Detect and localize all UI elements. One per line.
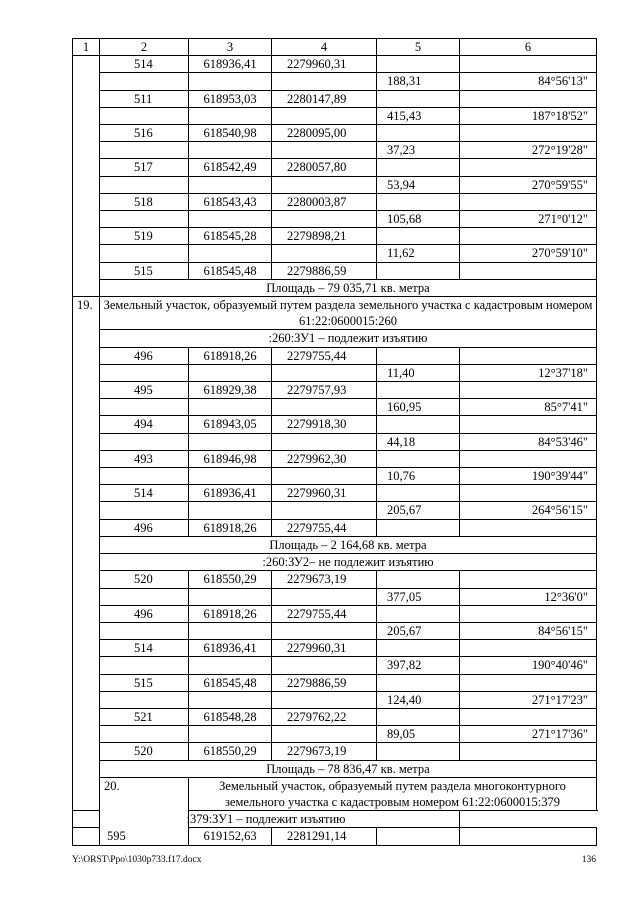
empty-cell bbox=[377, 56, 460, 73]
coordinates-table bbox=[72, 38, 597, 846]
header-cell: 2 bbox=[100, 39, 189, 56]
empty-cell bbox=[100, 107, 189, 124]
empty-cell bbox=[189, 73, 272, 90]
coordinate-x: 619152,63 bbox=[189, 828, 272, 845]
point-id: 520 bbox=[100, 743, 189, 760]
segment-row bbox=[73, 176, 597, 193]
empty-cell bbox=[377, 571, 460, 588]
segment-row bbox=[73, 142, 597, 159]
point-row bbox=[73, 743, 597, 760]
title-row bbox=[73, 330, 597, 347]
table-body bbox=[73, 39, 597, 846]
empty-cell bbox=[272, 399, 377, 416]
point-id: 496 bbox=[100, 605, 189, 622]
empty-cell bbox=[460, 262, 597, 279]
point-id: 595 bbox=[73, 828, 100, 845]
point-row bbox=[73, 485, 597, 502]
coordinate-x: 618936,41 bbox=[189, 640, 272, 657]
empty-cell bbox=[272, 73, 377, 90]
section-title: Земельный участок, образуемый путем раздела земельного участка с кадастровым номером 61:22:0600015:260 bbox=[100, 297, 597, 330]
empty-cell bbox=[377, 605, 460, 622]
point-row bbox=[73, 159, 597, 176]
coordinate-y: 2279960,31 bbox=[272, 56, 377, 73]
empty-cell bbox=[100, 245, 189, 262]
point-id: 520 bbox=[100, 571, 189, 588]
coordinate-x: 618545,28 bbox=[189, 228, 272, 245]
empty-cell bbox=[100, 691, 189, 708]
title-row bbox=[73, 554, 597, 571]
segment-row bbox=[73, 726, 597, 743]
point-row bbox=[73, 90, 597, 107]
section-title: Земельный участок, образуемый путем раздела многоконтурного земельного участка с кадастровым номером 61:22:0600015:379 bbox=[189, 777, 597, 810]
empty-cell bbox=[100, 73, 189, 90]
segment-row bbox=[73, 245, 597, 262]
empty-cell bbox=[272, 657, 377, 674]
empty-cell bbox=[460, 416, 597, 433]
segment-row bbox=[73, 364, 597, 381]
footer-page-number: 136 bbox=[581, 855, 596, 865]
empty-cell bbox=[460, 605, 597, 622]
direction-angle: 190°40'46" bbox=[460, 657, 597, 674]
title-row bbox=[73, 279, 597, 296]
empty-cell bbox=[377, 125, 460, 142]
empty-cell bbox=[189, 176, 272, 193]
segment-row bbox=[73, 588, 597, 605]
direction-angle: 270°59'55" bbox=[460, 176, 597, 193]
coordinate-x: 618550,29 bbox=[189, 571, 272, 588]
empty-cell bbox=[377, 159, 460, 176]
empty-cell bbox=[272, 364, 377, 381]
direction-angle: 84°56'13" bbox=[460, 73, 597, 90]
point-id: 518 bbox=[100, 193, 189, 210]
direction-angle: 264°56'15" bbox=[460, 502, 597, 519]
segment-length: 44,18 bbox=[377, 433, 460, 450]
empty-cell bbox=[100, 726, 189, 743]
coordinate-x: 618918,26 bbox=[189, 519, 272, 536]
empty-cell bbox=[189, 726, 272, 743]
segment-length: 53,94 bbox=[377, 176, 460, 193]
point-id: 511 bbox=[100, 90, 189, 107]
segment-length: 205,67 bbox=[377, 622, 460, 639]
section-title: Площадь – 2 164,68 кв. метра bbox=[100, 536, 597, 553]
header-cell: 5 bbox=[377, 39, 460, 56]
empty-cell bbox=[100, 176, 189, 193]
point-id: 496 bbox=[100, 347, 189, 364]
direction-angle: 190°39'44" bbox=[460, 468, 597, 485]
empty-cell bbox=[460, 125, 597, 142]
coordinate-x: 618918,26 bbox=[189, 347, 272, 364]
empty-cell bbox=[460, 640, 597, 657]
point-row bbox=[73, 262, 597, 279]
coordinate-x: 618545,48 bbox=[189, 262, 272, 279]
empty-cell bbox=[100, 433, 189, 450]
empty-cell bbox=[100, 468, 189, 485]
direction-angle: 84°56'15" bbox=[460, 622, 597, 639]
empty-cell bbox=[100, 364, 189, 381]
coordinate-x: 618946,98 bbox=[189, 450, 272, 467]
empty-cell bbox=[189, 211, 272, 228]
empty-cell bbox=[272, 691, 377, 708]
empty-cell bbox=[100, 588, 189, 605]
direction-angle: 12°37'18" bbox=[460, 364, 597, 381]
coordinate-x: 618936,41 bbox=[189, 485, 272, 502]
coordinate-y: 2279755,44 bbox=[272, 605, 377, 622]
direction-angle: 84°53'46" bbox=[460, 433, 597, 450]
coordinate-y: 2279886,59 bbox=[272, 262, 377, 279]
point-id: 495 bbox=[100, 382, 189, 399]
empty-cell bbox=[377, 193, 460, 210]
segment-length: 377,05 bbox=[377, 588, 460, 605]
empty-cell bbox=[460, 56, 597, 73]
empty-cell bbox=[189, 399, 272, 416]
coordinate-y: 2279762,22 bbox=[272, 708, 377, 725]
coordinate-x: 618953,03 bbox=[189, 90, 272, 107]
segment-row bbox=[73, 73, 597, 90]
direction-angle: 272°19'28" bbox=[460, 142, 597, 159]
header-cell: 4 bbox=[272, 39, 377, 56]
empty-cell bbox=[189, 502, 272, 519]
point-row bbox=[73, 450, 597, 467]
title-row bbox=[73, 777, 597, 810]
empty-cell bbox=[460, 743, 597, 760]
segment-length: 397,82 bbox=[377, 657, 460, 674]
segment-row bbox=[73, 433, 597, 450]
coordinate-y: 2279960,31 bbox=[272, 640, 377, 657]
empty-cell bbox=[460, 450, 597, 467]
header-cell: 1 bbox=[73, 39, 100, 56]
coordinate-y: 2281291,14 bbox=[272, 828, 377, 845]
coordinate-y: 2280057,80 bbox=[272, 159, 377, 176]
segment-length: 124,40 bbox=[377, 691, 460, 708]
empty-cell bbox=[377, 485, 460, 502]
empty-cell bbox=[189, 691, 272, 708]
point-row bbox=[73, 382, 597, 399]
coordinate-x: 618929,38 bbox=[189, 382, 272, 399]
coordinate-y: 2279673,19 bbox=[272, 743, 377, 760]
empty-cell bbox=[377, 416, 460, 433]
coordinate-x: 618936,41 bbox=[189, 56, 272, 73]
coordinate-y: 2279755,44 bbox=[272, 519, 377, 536]
empty-cell bbox=[272, 245, 377, 262]
empty-cell bbox=[377, 743, 460, 760]
coordinate-y: 2279960,31 bbox=[272, 485, 377, 502]
point-row bbox=[73, 347, 597, 364]
coordinate-y: 2280003,87 bbox=[272, 193, 377, 210]
segment-length: 415,43 bbox=[377, 107, 460, 124]
point-row bbox=[73, 571, 597, 588]
empty-cell bbox=[189, 588, 272, 605]
point-row bbox=[73, 193, 597, 210]
empty-cell bbox=[189, 468, 272, 485]
segment-length: 11,62 bbox=[377, 245, 460, 262]
empty-cell bbox=[189, 364, 272, 381]
segment-row bbox=[73, 107, 597, 124]
empty-cell bbox=[100, 622, 189, 639]
point-id: 521 bbox=[100, 708, 189, 725]
empty-cell bbox=[272, 726, 377, 743]
segment-length: 89,05 bbox=[377, 726, 460, 743]
empty-cell bbox=[460, 193, 597, 210]
direction-angle: 85°7'41" bbox=[460, 399, 597, 416]
segment-row bbox=[73, 502, 597, 519]
empty-cell bbox=[460, 159, 597, 176]
empty-cell bbox=[272, 176, 377, 193]
point-row bbox=[73, 640, 597, 657]
point-id: 515 bbox=[100, 262, 189, 279]
empty-cell bbox=[377, 382, 460, 399]
empty-cell bbox=[460, 708, 597, 725]
empty-cell bbox=[272, 502, 377, 519]
empty-cell bbox=[100, 502, 189, 519]
point-row bbox=[73, 519, 597, 536]
title-row bbox=[73, 811, 597, 828]
point-id: 514 bbox=[100, 485, 189, 502]
empty-cell bbox=[460, 519, 597, 536]
coordinate-y: 2279962,30 bbox=[272, 450, 377, 467]
coordinate-x: 618550,29 bbox=[189, 743, 272, 760]
empty-cell bbox=[377, 450, 460, 467]
empty-cell bbox=[460, 228, 597, 245]
point-id: 515 bbox=[100, 674, 189, 691]
direction-angle: 271°0'12" bbox=[460, 211, 597, 228]
empty-cell bbox=[189, 245, 272, 262]
coordinate-x: 618918,26 bbox=[189, 605, 272, 622]
point-row bbox=[73, 416, 597, 433]
point-id: 514 bbox=[100, 640, 189, 657]
empty-cell bbox=[460, 571, 597, 588]
segment-length: 37,23 bbox=[377, 142, 460, 159]
direction-angle: 187°18'52" bbox=[460, 107, 597, 124]
segment-row bbox=[73, 211, 597, 228]
coordinate-x: 618545,48 bbox=[189, 674, 272, 691]
footer-file-path: Y:\ORST\Ppo\1030p733.f17.docx bbox=[72, 855, 202, 865]
empty-cell bbox=[460, 485, 597, 502]
coordinate-y: 2279757,93 bbox=[272, 382, 377, 399]
empty-cell bbox=[460, 382, 597, 399]
segment-row bbox=[73, 657, 597, 674]
empty-cell bbox=[100, 657, 189, 674]
empty-cell bbox=[377, 90, 460, 107]
title-row bbox=[73, 536, 597, 553]
empty-cell bbox=[377, 674, 460, 691]
empty-cell bbox=[189, 622, 272, 639]
direction-angle: 270°59'10" bbox=[460, 245, 597, 262]
point-id: 517 bbox=[100, 159, 189, 176]
coordinate-y: 2279886,59 bbox=[272, 674, 377, 691]
header-cell: 3 bbox=[189, 39, 272, 56]
segment-row bbox=[73, 691, 597, 708]
header-row bbox=[73, 39, 597, 56]
empty-cell bbox=[272, 211, 377, 228]
empty-cell bbox=[272, 142, 377, 159]
point-row bbox=[73, 708, 597, 725]
segment-length: 160,95 bbox=[377, 399, 460, 416]
coordinate-y: 2279918,30 bbox=[272, 416, 377, 433]
empty-cell bbox=[272, 107, 377, 124]
section-title: :260:ЗУ2– не подлежит изъятию bbox=[100, 554, 597, 571]
coordinate-y: 2279898,21 bbox=[272, 228, 377, 245]
direction-angle: 271°17'36" bbox=[460, 726, 597, 743]
empty-cell bbox=[377, 519, 460, 536]
point-id: 514 bbox=[100, 56, 189, 73]
segment-row bbox=[73, 622, 597, 639]
empty-cell bbox=[272, 622, 377, 639]
coordinate-x: 618543,43 bbox=[189, 193, 272, 210]
title-row bbox=[73, 297, 597, 330]
empty-cell bbox=[460, 347, 597, 364]
coordinate-y: 2280147,89 bbox=[272, 90, 377, 107]
empty-cell bbox=[460, 828, 597, 845]
coordinate-y: 2280095,00 bbox=[272, 125, 377, 142]
empty-cell bbox=[189, 107, 272, 124]
segment-length: 205,67 bbox=[377, 502, 460, 519]
section-title: :260:ЗУ1 – подлежит изъятию bbox=[100, 330, 597, 347]
direction-angle: 12°36'0" bbox=[460, 588, 597, 605]
point-id: 496 bbox=[100, 519, 189, 536]
point-id: 516 bbox=[100, 125, 189, 142]
coordinate-x: 618540,98 bbox=[189, 125, 272, 142]
segment-length: 10,76 bbox=[377, 468, 460, 485]
coordinate-y: 2279755,44 bbox=[272, 347, 377, 364]
empty-cell bbox=[272, 468, 377, 485]
section-title: :379:ЗУ1 – подлежит изъятию bbox=[73, 811, 460, 828]
empty-cell bbox=[100, 211, 189, 228]
point-row bbox=[73, 56, 597, 73]
point-row bbox=[73, 674, 597, 691]
empty-cell bbox=[377, 828, 460, 845]
empty-cell bbox=[100, 142, 189, 159]
empty-cell bbox=[377, 640, 460, 657]
direction-angle: 271°17'23" bbox=[460, 691, 597, 708]
empty-cell bbox=[377, 262, 460, 279]
header-cell: 6 bbox=[460, 39, 597, 56]
point-row bbox=[73, 605, 597, 622]
coordinate-x: 618548,28 bbox=[189, 708, 272, 725]
empty-cell bbox=[272, 588, 377, 605]
coordinate-x: 618943,05 bbox=[189, 416, 272, 433]
empty-cell bbox=[189, 433, 272, 450]
point-row bbox=[73, 228, 597, 245]
coordinate-y: 2279673,19 bbox=[272, 571, 377, 588]
empty-cell bbox=[377, 228, 460, 245]
empty-cell bbox=[377, 708, 460, 725]
empty-cell bbox=[460, 90, 597, 107]
section-title: Площадь – 78 836,47 кв. метра bbox=[100, 760, 597, 777]
empty-cell bbox=[460, 674, 597, 691]
empty-cell bbox=[100, 399, 189, 416]
point-row bbox=[73, 125, 597, 142]
empty-cell bbox=[377, 347, 460, 364]
title-row bbox=[73, 760, 597, 777]
section-number: 20. bbox=[100, 777, 189, 845]
empty-cell bbox=[272, 433, 377, 450]
segment-length: 188,31 bbox=[377, 73, 460, 90]
empty-cell bbox=[189, 142, 272, 159]
point-id: 493 bbox=[100, 450, 189, 467]
coordinate-x: 618542,49 bbox=[189, 159, 272, 176]
segment-length: 105,68 bbox=[377, 211, 460, 228]
empty-cell bbox=[189, 657, 272, 674]
point-id: 519 bbox=[100, 228, 189, 245]
segment-row bbox=[73, 399, 597, 416]
section-title: Площадь – 79 035,71 кв. метра bbox=[100, 279, 597, 296]
section-number: 19. bbox=[73, 297, 100, 811]
point-id: 494 bbox=[100, 416, 189, 433]
section-number bbox=[73, 56, 100, 297]
segment-row bbox=[73, 468, 597, 485]
segment-length: 11,40 bbox=[377, 364, 460, 381]
